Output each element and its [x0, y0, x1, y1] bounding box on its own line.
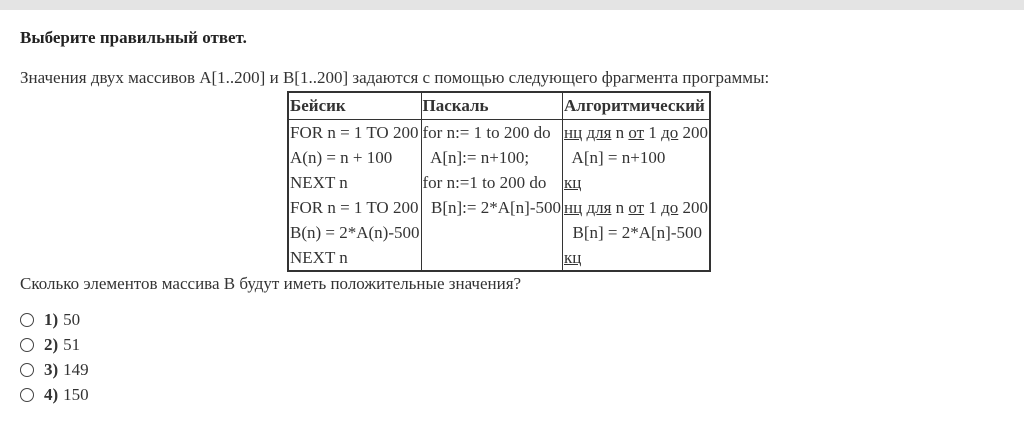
basic-cell: A(n) = n + 100 — [288, 145, 421, 170]
algo-from: 1 — [648, 198, 657, 217]
algo-to: 200 — [682, 123, 709, 142]
algo-cell — [563, 120, 711, 146]
radio-button[interactable] — [20, 313, 34, 327]
option-value: 149 — [63, 359, 89, 379]
algo-var: n — [615, 198, 625, 217]
option-value: 150 — [63, 384, 89, 404]
pascal-cell: B[n]:= 2*A[n]-500 — [421, 195, 562, 220]
algo-to: 200 — [682, 198, 709, 217]
algo-keyword: кц — [564, 248, 582, 267]
header-pascal: Паскаль — [421, 92, 562, 120]
pascal-cell: A[n]:= n+100; — [421, 145, 562, 170]
algo-var: n — [615, 123, 625, 142]
table-row — [288, 245, 710, 271]
code-table-header — [288, 92, 710, 120]
table-row — [288, 195, 710, 220]
table-row — [288, 120, 710, 146]
prompt-text: Сколько элементов массива B будут иметь положительные значения? — [20, 274, 522, 293]
answer-option-2[interactable] — [20, 332, 89, 357]
algo-keyword: до — [661, 123, 679, 142]
pascal-cell: for n:=1 to 200 do — [421, 170, 562, 195]
question-text: Значения двух массивов A[1..200] и B[1..200] задаются с помощью следующего фрагмента программы: — [20, 68, 770, 87]
algo-keyword: от — [628, 123, 645, 142]
answer-option-4[interactable] — [20, 382, 89, 407]
answer-option-3[interactable] — [20, 357, 89, 382]
algo-cell — [563, 195, 711, 220]
pascal-cell — [421, 220, 562, 245]
algo-keyword: кц — [564, 173, 582, 192]
option-value: 50 — [63, 309, 81, 329]
option-number: 4) — [44, 384, 59, 404]
instruction-text: Выберите правильный ответ. — [20, 28, 247, 47]
table-row — [288, 145, 710, 170]
option-number: 2) — [44, 334, 59, 354]
option-number: 1) — [44, 309, 59, 329]
algo-cell — [563, 245, 711, 271]
answer-option-1[interactable] — [20, 307, 89, 332]
pascal-cell: for n:= 1 to 200 do — [421, 120, 562, 146]
answer-options — [20, 307, 89, 407]
algo-keyword: до — [661, 198, 679, 217]
option-number: 3) — [44, 359, 59, 379]
algo-keyword: нц — [564, 123, 583, 142]
basic-cell: NEXT n — [288, 245, 421, 271]
radio-button[interactable] — [20, 363, 34, 377]
algo-keyword: для — [586, 123, 612, 142]
top-bar — [0, 0, 1024, 10]
algo-cell: A[n] = n+100 — [563, 145, 711, 170]
radio-button[interactable] — [20, 338, 34, 352]
basic-cell: FOR n = 1 TO 200 — [288, 120, 421, 146]
code-table — [287, 91, 711, 272]
option-value: 51 — [63, 334, 81, 354]
table-row — [288, 220, 710, 245]
pascal-cell — [421, 245, 562, 271]
algo-keyword: от — [628, 198, 645, 217]
basic-cell: B(n) = 2*A(n)-500 — [288, 220, 421, 245]
algo-cell: B[n] = 2*A[n]-500 — [563, 220, 711, 245]
basic-cell: FOR n = 1 TO 200 — [288, 195, 421, 220]
algo-keyword: для — [586, 198, 612, 217]
table-row — [288, 170, 710, 195]
algo-cell — [563, 170, 711, 195]
algo-keyword: нц — [564, 198, 583, 217]
radio-button[interactable] — [20, 388, 34, 402]
basic-cell: NEXT n — [288, 170, 421, 195]
header-basic: Бейсик — [288, 92, 421, 120]
header-algo: Алгоритмический — [563, 92, 711, 120]
algo-from: 1 — [648, 123, 657, 142]
